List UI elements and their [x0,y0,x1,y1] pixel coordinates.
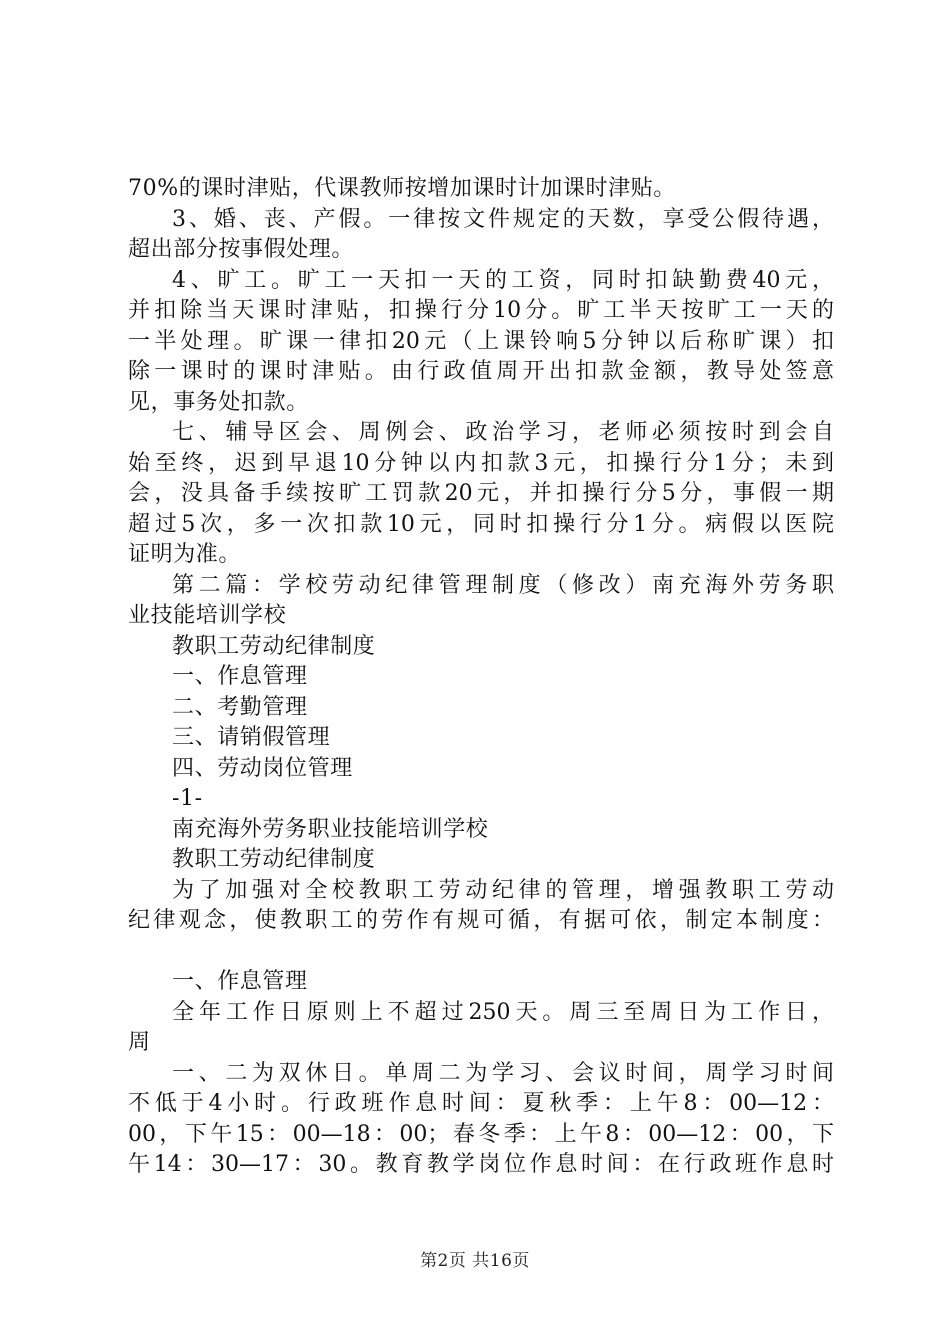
paragraph-line: 除一课时的课时津贴。由行政值周开出扣款金额，教导处签意 [128,359,834,384]
page-footer: 第2页 共16页 [420,1251,530,1271]
paragraph-line: 超出部分按事假处理。 [128,237,355,262]
document-body [128,174,834,1181]
section-heading-line: 第二篇：学校劳动纪律管理制度（修改）南充海外劳务职 [172,572,834,598]
blank-line [128,937,834,968]
section-heading: 一、作息管理 [172,969,308,994]
paragraph-line: 3、婚、丧、产假。一律按文件规定的天数，享受公假待遇， [172,206,834,232]
toc-title: 教职工劳动纪律制度 [172,633,376,659]
paragraph-line: 并扣除当天课时津贴，扣操行分10分。旷工半天按旷工一天的 [128,298,834,323]
paragraph-line: 超过5次，多一次扣款10元，同时扣操行分1分。病假以医院 [128,511,834,537]
paragraph-line: 七、辅导区会、周例会、政治学习，老师必须按时到会自 [172,420,834,445]
paragraph-line: 一半处理。旷课一律扣20元（上课铃响5分钟以后称旷课）扣 [128,328,834,354]
paragraph-line: 午14：30—17：30。教育教学岗位作息时间：在行政班作息时 [128,1152,834,1177]
paragraph-line: 始至终，迟到早退10分钟以内扣款3元，扣操行分1分；未到 [128,450,834,476]
paragraph-line: 证明为准。 [128,542,242,567]
paragraph-line: 纪律观念，使教职工的劳作有规可循，有据可依，制定本制度： [128,908,834,933]
toc-item: 一、作息管理 [172,664,308,689]
regulation-title: 教职工劳动纪律制度 [172,847,376,872]
paragraph-line: 见，事务处扣款。 [128,389,309,415]
paragraph-line: 4、旷工。旷工一天扣一天的工资，同时扣缺勤费40元， [172,267,834,293]
toc-item: 二、考勤管理 [172,694,308,720]
school-name: 南充海外劳务职业技能培训学校 [172,816,489,842]
toc-item: 四、劳动岗位管理 [172,755,353,781]
toc-item: 三、请销假管理 [172,725,331,750]
paragraph-line: 会，没具备手续按旷工罚款20元，并扣操行分5分，事假一期 [128,481,834,506]
paragraph-line: 全年工作日原则上不超过250天。周三至周日为工作日， [172,999,834,1025]
paragraph-line: 00，下午15：00—18：00；春冬季：上午8：00—12：00，下 [128,1121,834,1147]
paragraph-line: 不低于4小时。行政班作息时间：夏秋季：上午8：00—12： [128,1091,834,1116]
section-heading-line: 业技能培训学校 [128,603,287,628]
paragraph-line: 一、二为双休日。单周二为学习、会议时间，周学习时间 [172,1060,834,1086]
paragraph-line: 70%的课时津贴，代课教师按增加课时计加课时津贴。 [128,176,676,201]
paragraph-line: 周 [128,1030,151,1055]
paragraph-line: 为了加强对全校教职工劳动纪律的管理，增强教职工劳动 [172,877,834,903]
inline-page-number: -1- [172,786,203,811]
